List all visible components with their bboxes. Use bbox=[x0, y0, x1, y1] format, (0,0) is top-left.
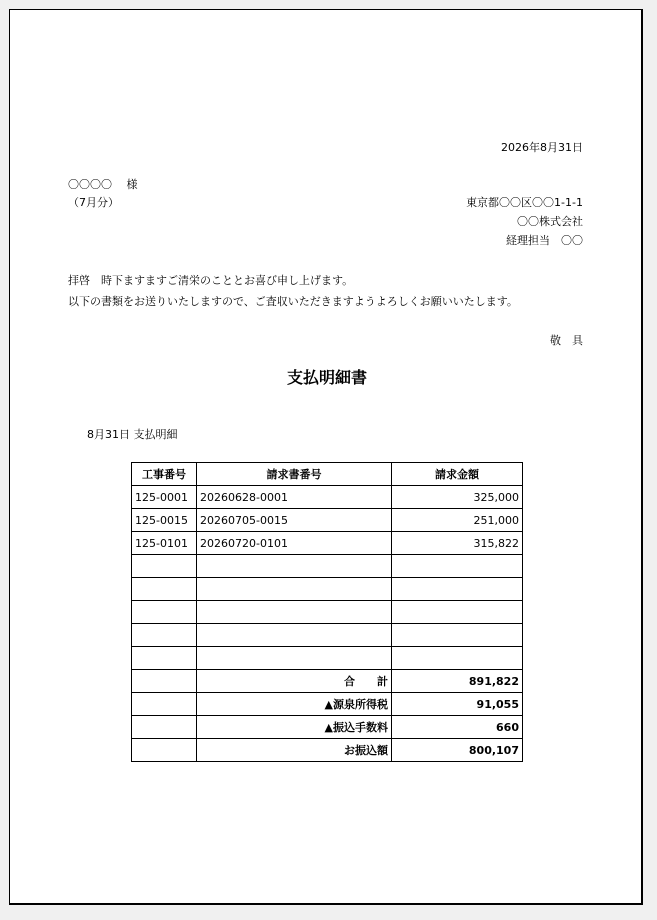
table-row bbox=[132, 555, 523, 578]
header-project-number: 工事番号 bbox=[132, 463, 197, 486]
project-number-cell: 125-0001 bbox=[132, 486, 197, 509]
withholding-tax-value: 91,055 bbox=[392, 693, 523, 716]
invoice-number-cell: 20260720-0101 bbox=[197, 532, 392, 555]
table-row bbox=[132, 486, 523, 509]
invoice-number-cell bbox=[197, 578, 392, 601]
project-number-cell bbox=[132, 647, 197, 670]
summary-row-transfer-amount bbox=[132, 739, 523, 762]
summary-empty-cell bbox=[132, 716, 197, 739]
project-number-cell: 125-0015 bbox=[132, 509, 197, 532]
transfer-amount-value: 800,107 bbox=[392, 739, 523, 762]
page-title: 支払明細書 bbox=[286, 368, 367, 387]
summary-row-total bbox=[132, 670, 523, 693]
project-number-cell bbox=[132, 578, 197, 601]
recipient-name: 〇〇〇〇 様 bbox=[68, 178, 138, 191]
header-invoice-amount: 請求金額 bbox=[392, 463, 523, 486]
invoice-number-cell bbox=[197, 601, 392, 624]
billing-period: （7月分） bbox=[68, 196, 119, 209]
withholding-tax-label: ▲源泉所得税 bbox=[197, 693, 392, 716]
payment-detail-table bbox=[131, 462, 523, 762]
letter-date: 2026年8月31日 bbox=[501, 141, 583, 154]
amount-cell: 325,000 bbox=[392, 486, 523, 509]
total-value: 891,822 bbox=[392, 670, 523, 693]
amount-cell bbox=[392, 601, 523, 624]
amount-cell bbox=[392, 578, 523, 601]
table-row bbox=[132, 532, 523, 555]
amount-cell bbox=[392, 624, 523, 647]
total-label: 合 計 bbox=[197, 670, 392, 693]
invoice-number-cell bbox=[197, 624, 392, 647]
header-invoice-number: 請求書番号 bbox=[197, 463, 392, 486]
transfer-amount-label: お振込額 bbox=[197, 739, 392, 762]
table-row bbox=[132, 601, 523, 624]
invoice-number-cell bbox=[197, 555, 392, 578]
greeting-line-1: 拝啓 時下ますますご清栄のこととお喜び申し上げます。 bbox=[68, 274, 354, 287]
transfer-fee-value: 660 bbox=[392, 716, 523, 739]
table-row bbox=[132, 578, 523, 601]
table-header-row bbox=[132, 463, 523, 486]
amount-cell bbox=[392, 555, 523, 578]
greeting-line-2: 以下の書類をお送りいたしますので、ご査収いただきますようよろしくお願いいたします。 bbox=[68, 295, 518, 308]
closing-text: 敬 具 bbox=[550, 334, 583, 347]
project-number-cell bbox=[132, 624, 197, 647]
table-row bbox=[132, 647, 523, 670]
section-subheading: 8月31日 支払明細 bbox=[87, 428, 178, 441]
amount-cell: 251,000 bbox=[392, 509, 523, 532]
invoice-number-cell bbox=[197, 647, 392, 670]
project-number-cell bbox=[132, 601, 197, 624]
sender-person: 経理担当 〇〇 bbox=[506, 234, 583, 247]
summary-row-withholding-tax bbox=[132, 693, 523, 716]
document-page bbox=[9, 9, 643, 905]
summary-row-transfer-fee bbox=[132, 716, 523, 739]
table-row bbox=[132, 624, 523, 647]
invoice-number-cell: 20260628-0001 bbox=[197, 486, 392, 509]
sender-company: 〇〇株式会社 bbox=[517, 215, 583, 228]
amount-cell: 315,822 bbox=[392, 532, 523, 555]
sender-address: 東京都〇〇区〇〇1-1-1 bbox=[466, 196, 583, 209]
table-row bbox=[132, 509, 523, 532]
amount-cell bbox=[392, 647, 523, 670]
summary-empty-cell bbox=[132, 739, 197, 762]
project-number-cell bbox=[132, 555, 197, 578]
summary-empty-cell bbox=[132, 693, 197, 716]
summary-empty-cell bbox=[132, 670, 197, 693]
transfer-fee-label: ▲振込手数料 bbox=[197, 716, 392, 739]
invoice-number-cell: 20260705-0015 bbox=[197, 509, 392, 532]
project-number-cell: 125-0101 bbox=[132, 532, 197, 555]
